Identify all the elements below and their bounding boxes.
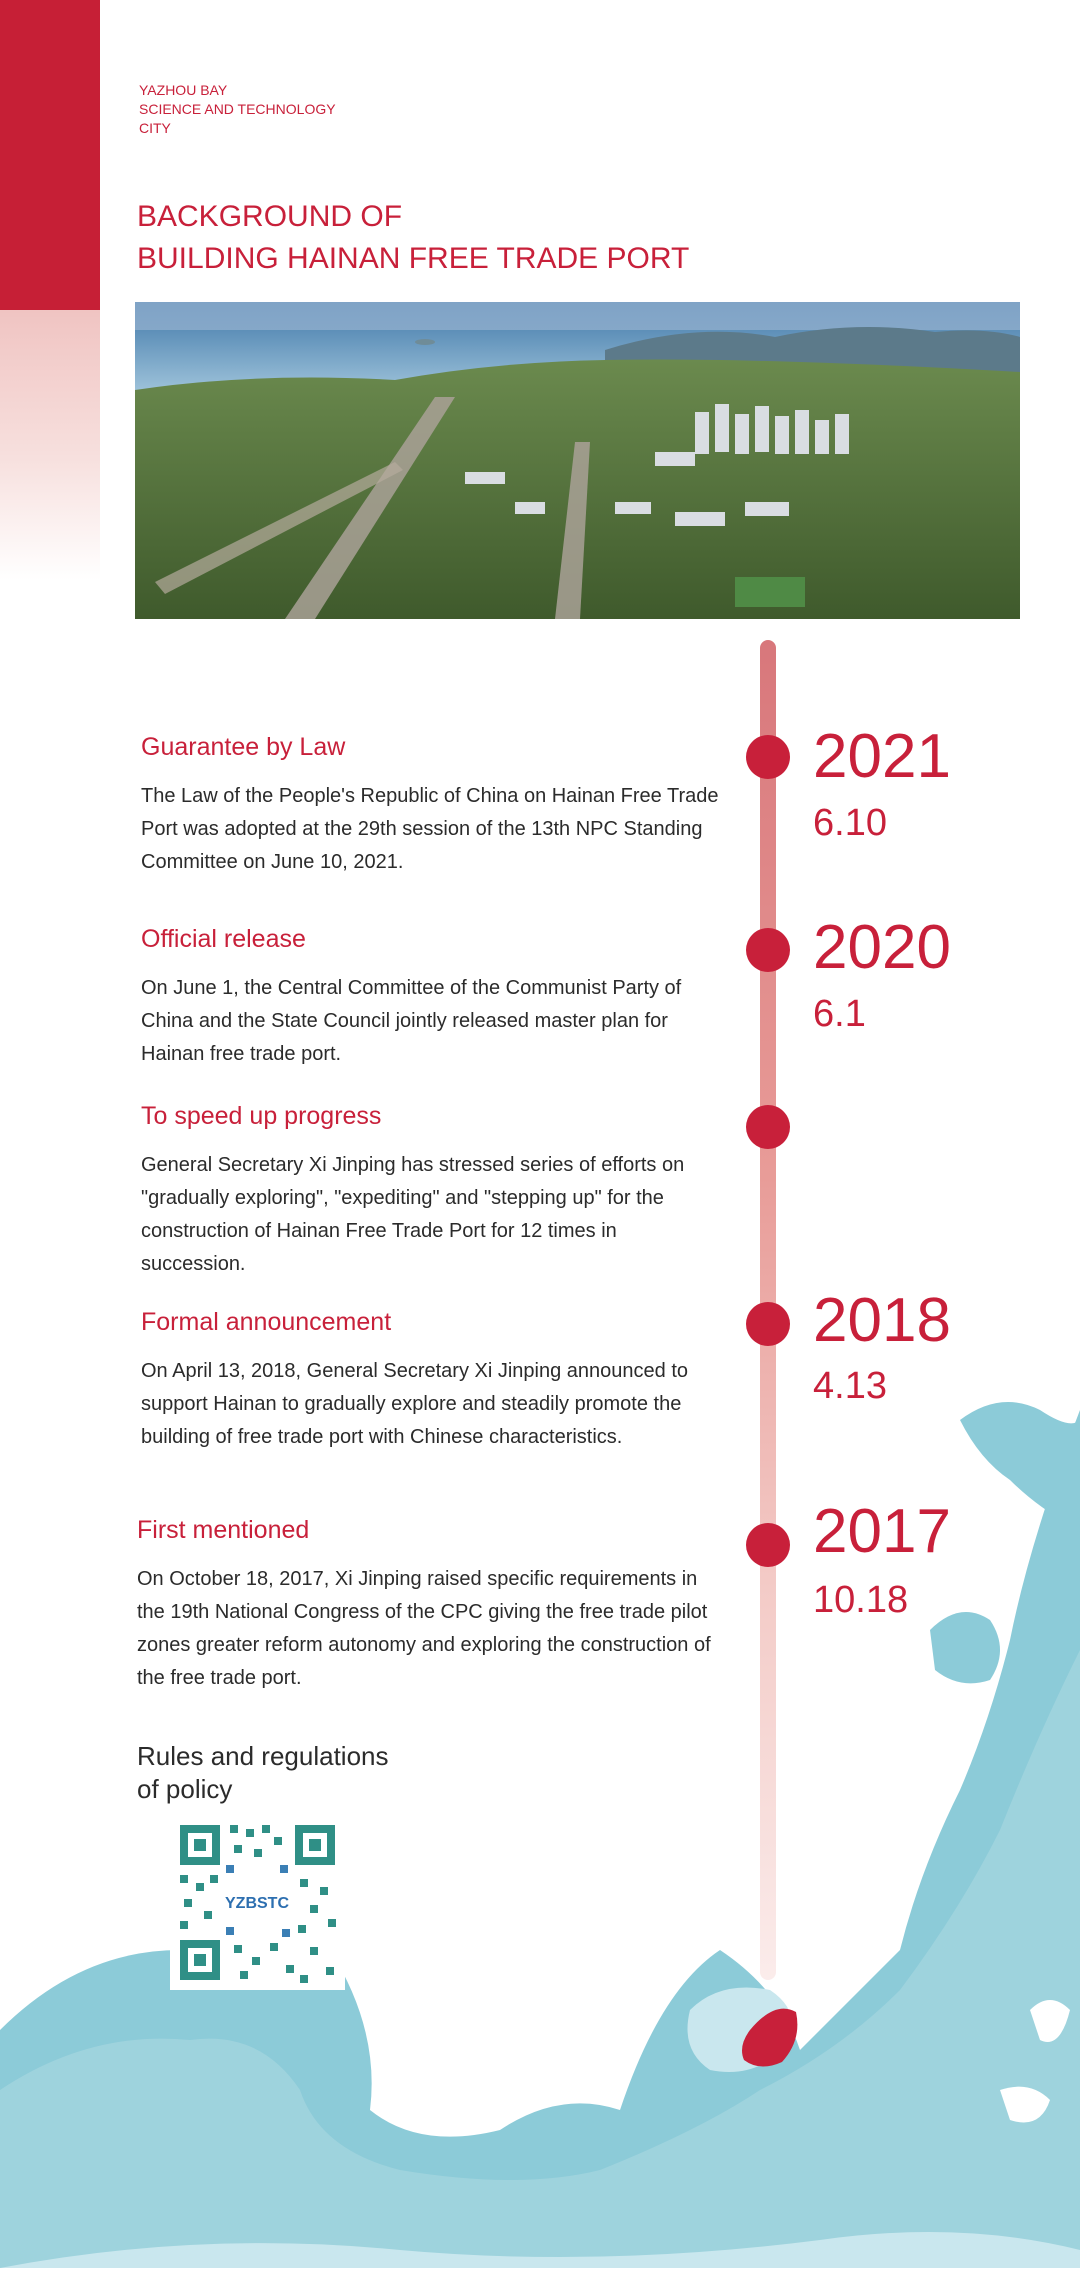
timeline-event xyxy=(141,732,721,879)
rules-line-1: Rules and regulations xyxy=(137,1741,389,1771)
timeline-event xyxy=(141,924,721,1071)
event-heading: To speed up progress xyxy=(141,1102,382,1130)
year-label: 2021 xyxy=(813,722,951,791)
rules-heading xyxy=(137,1740,437,1806)
event-text: On October 18, 2017, Xi Jinping raised specific requirements in the 19th National Congress of the CPC giving the free trade pilot zones greater reform autonomy and exploring the construction of the free trade port. xyxy=(137,1568,711,1689)
red-side-band xyxy=(0,0,100,310)
timeline-event xyxy=(141,1307,721,1454)
date-label: 4.13 xyxy=(813,1365,887,1407)
qr-logo-text: YZBSTC xyxy=(225,1895,289,1912)
title-line-1: BACKGROUND OF xyxy=(137,200,403,233)
event-text: On April 13, 2018, General Secretary Xi Jinping announced to support Hainan to gradually explore and steadily promote the building of free trade port with Chinese characteristics. xyxy=(141,1360,689,1448)
timeline-event xyxy=(141,1101,721,1281)
event-heading: First mentioned xyxy=(137,1516,310,1544)
qr-code[interactable] xyxy=(170,1815,345,1990)
page-title xyxy=(137,196,689,280)
brand-line-3: CITY xyxy=(139,120,171,136)
pink-side-gradient xyxy=(0,310,100,580)
timeline-dot-2017 xyxy=(746,1523,790,1567)
year-label: 2017 xyxy=(813,1497,951,1566)
timeline-dot-speed-up xyxy=(746,1105,790,1149)
rules-line-2: of policy xyxy=(137,1774,233,1804)
event-heading: Formal announcement xyxy=(141,1308,392,1336)
event-text: On June 1, the Central Committee of the Communist Party of China and the State Council jointly released master plan for Hainan free trade port. xyxy=(141,977,682,1065)
year-label: 2018 xyxy=(813,1286,951,1355)
brand-label xyxy=(139,81,336,138)
brand-line-1: YAZHOU BAY xyxy=(139,82,228,98)
date-label: 10.18 xyxy=(813,1579,909,1621)
hero-aerial-photo xyxy=(135,302,1020,619)
timeline-dot-2020 xyxy=(746,928,790,972)
event-text: General Secretary Xi Jinping has stressed series of efforts on "gradually exploring", "expediting" and "stepping up" for the construction of Hainan Free Trade Port for 12 times in succession. xyxy=(141,1154,685,1275)
event-heading: Official release xyxy=(141,925,306,953)
timeline-dot-2018 xyxy=(746,1302,790,1346)
event-heading: Guarantee by Law xyxy=(141,733,346,761)
date-label: 6.10 xyxy=(813,802,887,844)
date-label: 6.1 xyxy=(813,993,866,1035)
timeline-dot-2021 xyxy=(746,735,790,779)
title-line-2: BUILDING HAINAN FREE TRADE PORT xyxy=(137,242,690,275)
timeline-event xyxy=(137,1515,717,1695)
brand-line-2: SCIENCE AND TECHNOLOGY xyxy=(139,101,336,117)
event-text: The Law of the People's Republic of China on Hainan Free Trade Port was adopted at the 29th session of the 13th NPC Standing Committee on June 10, 2021. xyxy=(141,785,719,873)
year-label: 2020 xyxy=(813,913,951,982)
